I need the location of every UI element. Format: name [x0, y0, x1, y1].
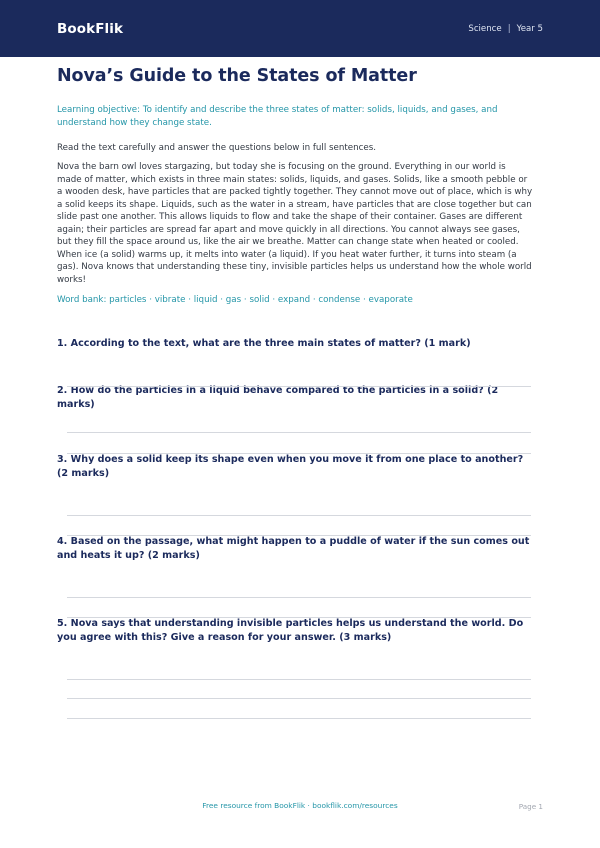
page-number: Page 1: [518, 802, 543, 811]
reading-passage: Nova the barn owl loves stargazing, but today she is focusing on the ground. Everything in our world is made of matter, which exists in three main states: solids, liquids, and gases. Solids, like a smooth pebble or a wooden desk, have particles that are packed tightly together. They cannot move out of place, which is why a solid keeps its shape. Liquids, such as the water in a stream, have particles that are close together but can slide past one another. This allows liquids to flow and take the shape of their container. Gases are different again; their particles are spread far apart and move quickly in all directions. You cannot always see gases, but they fill the space around us, like the air we breathe. Matter can change state when heated or cooled. When ice (a solid) warms up, it melts into water (a liquid). If you heat water further, it turns into steam (a gas). Nova knows that understanding these tiny, invisible particles helps us understand how the whole world works!: [57, 162, 533, 285]
answer-line[interactable]: [67, 535, 531, 536]
answer-line[interactable]: [67, 698, 531, 699]
answer-line[interactable]: [67, 386, 531, 387]
brand-logo: BookFlik: [57, 20, 124, 37]
answer-line[interactable]: [67, 679, 531, 680]
learning-objective: Learning objective: To identify and describe the three states of matter: solids, liquids, and gases, and understand how they change state.: [57, 105, 498, 128]
footer-note: Free resource from BookFlik · bookflik.com/resources: [202, 801, 398, 810]
answer-line[interactable]: [67, 432, 531, 433]
instructions: Read the text carefully and answer the questions below in full sentences.: [57, 143, 377, 153]
worksheet-body: [57, 66, 533, 305]
question-4: 4. Based on the passage, what might happen to a puddle of water if the sun comes out and heats it up? (2 marks): [57, 536, 530, 561]
page-title: Nova’s Guide to the States of Matter: [57, 66, 417, 86]
header-meta: [468, 24, 543, 34]
answer-line[interactable]: [67, 515, 531, 516]
question-5: 5. Nova says that understanding invisible particles helps us understand the world. Do you agree with this? Give a reason for your answer. (3 marks): [57, 618, 524, 643]
answer-line[interactable]: [67, 718, 531, 719]
question-2: 2. How do the particles in a liquid behave compared to the particles in a solid? (2 marks): [57, 385, 499, 410]
page-header: [0, 0, 600, 57]
subject-label: Science: [468, 23, 502, 34]
answer-line[interactable]: [67, 453, 531, 454]
meta-separator: |: [507, 23, 511, 34]
word-bank: Word bank: particles · vibrate · liquid · gas · solid · expand · condense · evaporate: [57, 295, 413, 305]
year-label: Year 5: [516, 23, 543, 34]
answer-line[interactable]: [67, 597, 531, 598]
answer-line[interactable]: [67, 617, 531, 618]
question-3: 3. Why does a solid keep its shape even when you move it from one place to another? (2 marks): [57, 454, 524, 479]
question-1: 1. According to the text, what are the three main states of matter? (1 mark): [57, 338, 471, 349]
